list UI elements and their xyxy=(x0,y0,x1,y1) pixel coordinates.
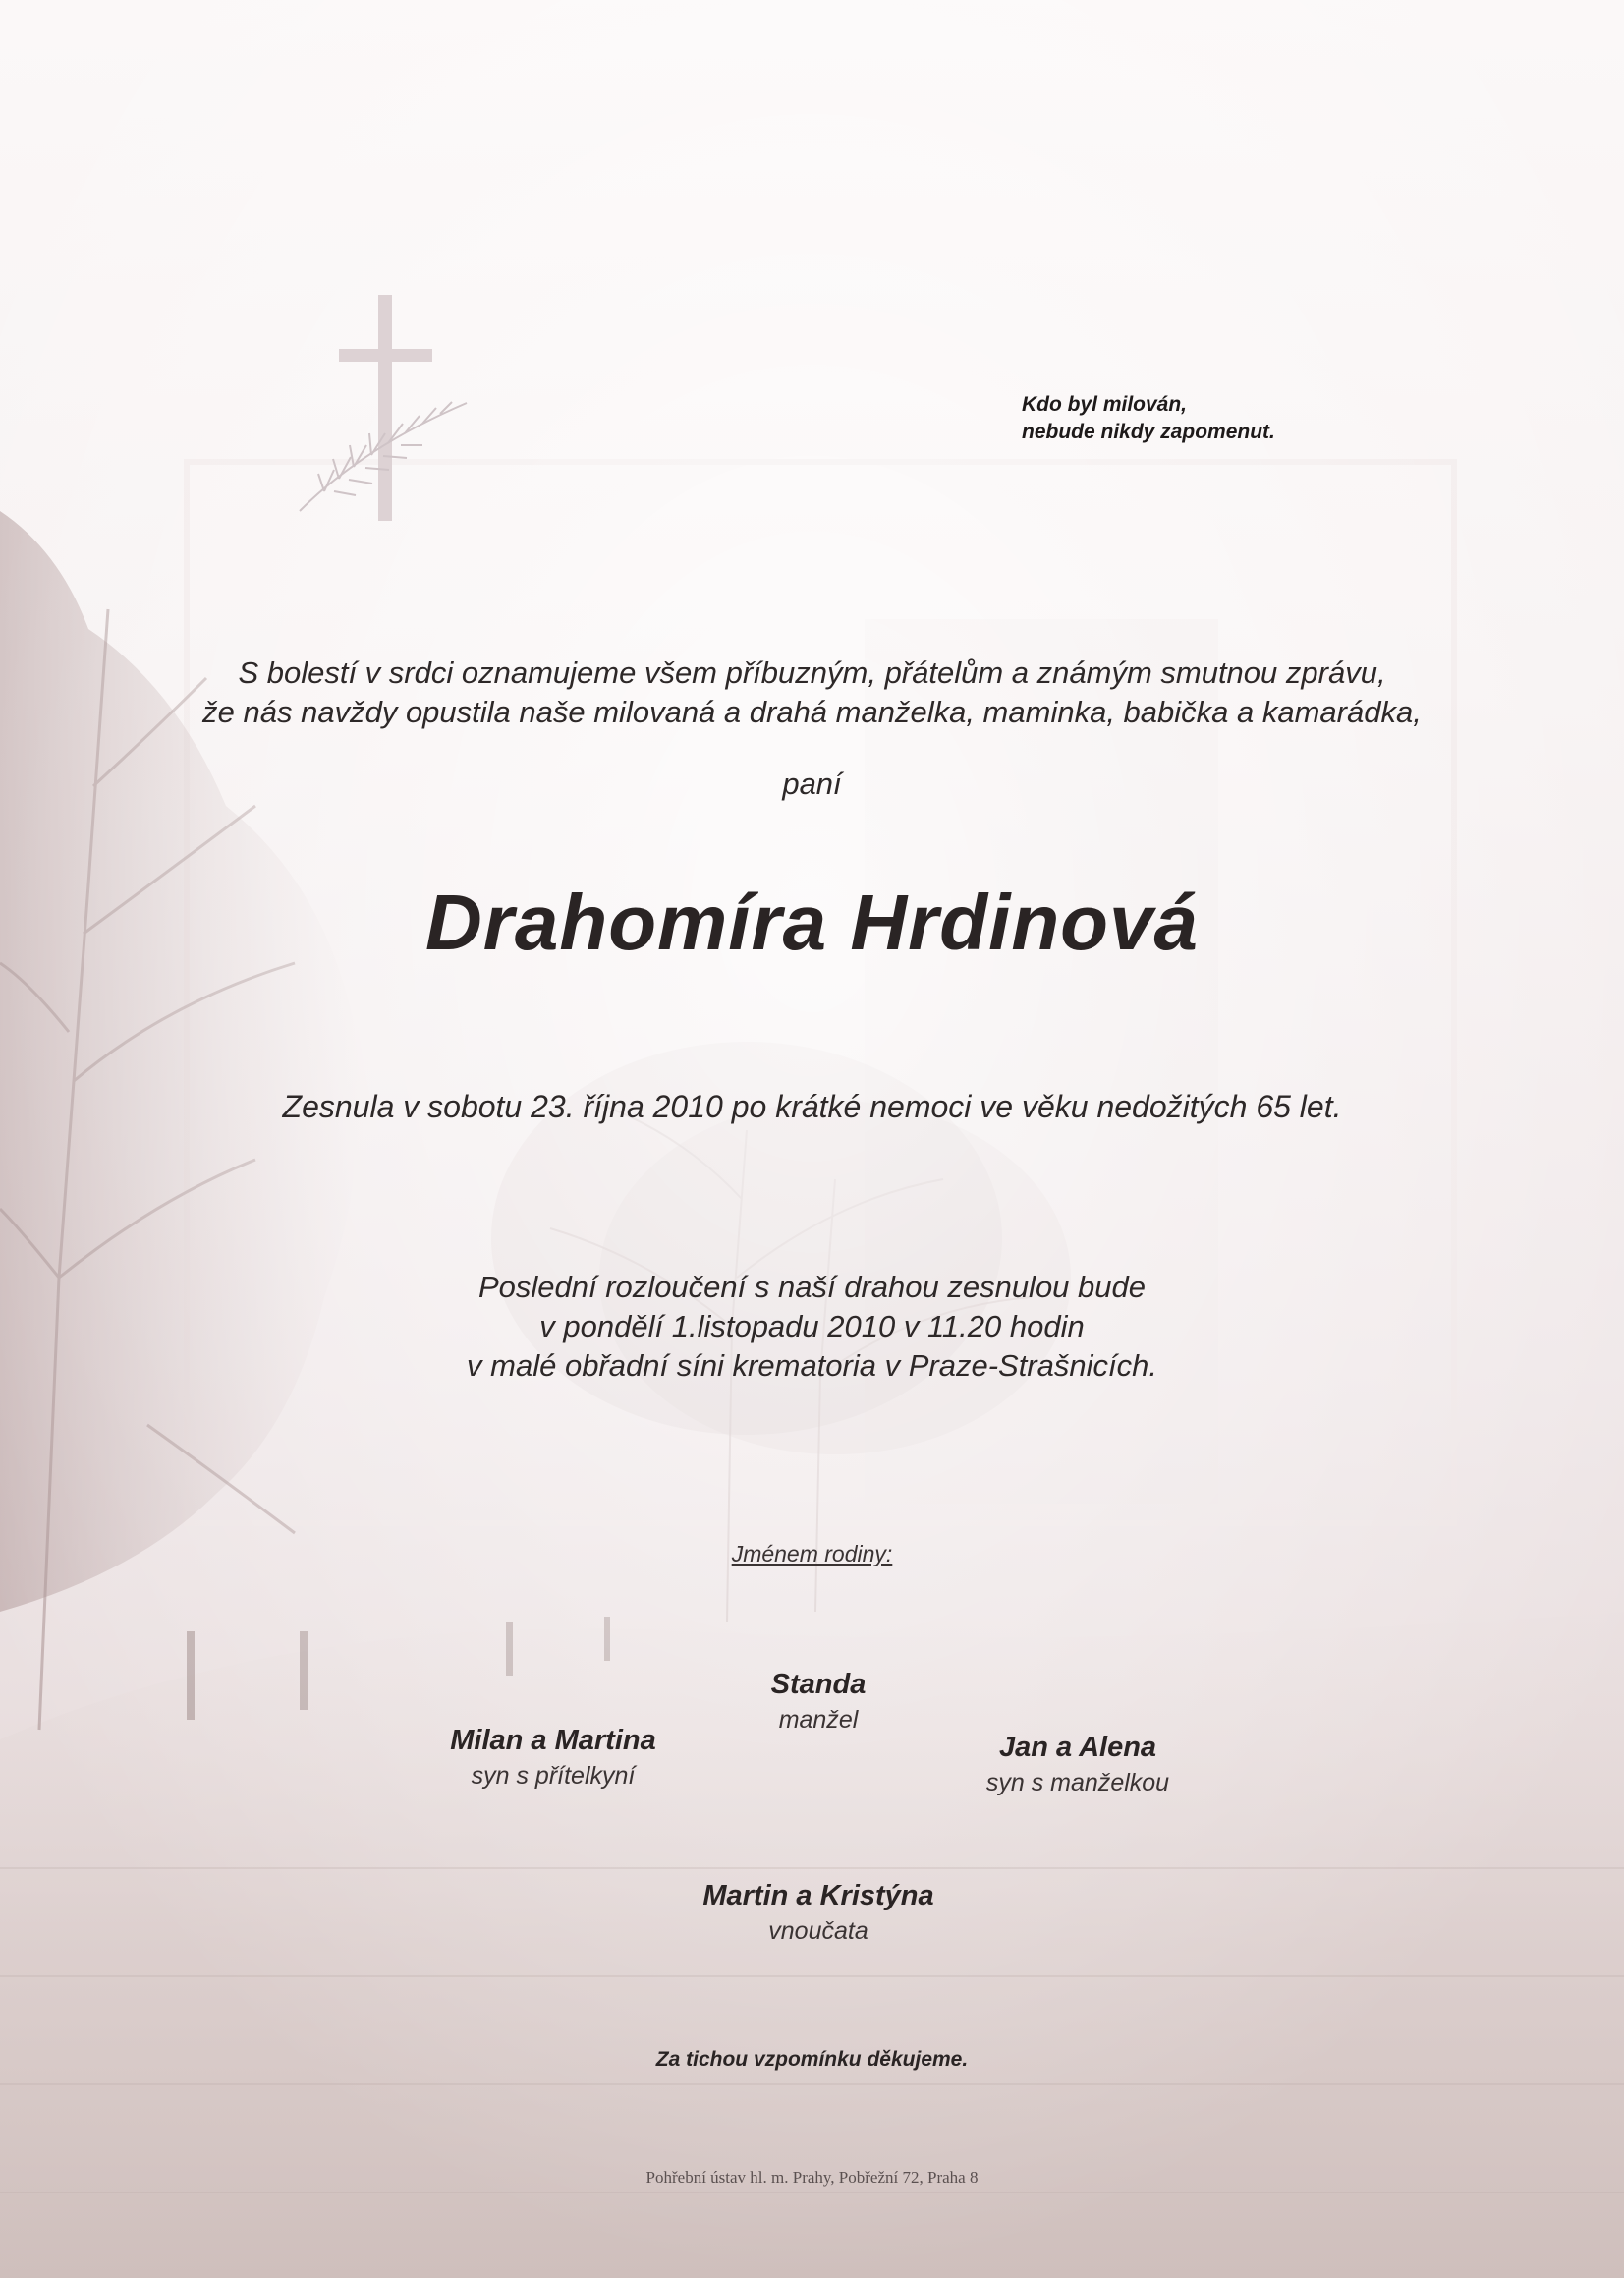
death-notice: Zesnula v sobotu 23. října 2010 po krátké nemoci ve věku nedožitých 65 let. xyxy=(282,1089,1342,1124)
mourner-relation: vnoučata xyxy=(768,1917,868,1945)
family-label-text: Jménem rodiny: xyxy=(731,1541,893,1566)
cross-with-palm-icon xyxy=(295,290,481,526)
mourner-name: Standa xyxy=(770,1669,867,1700)
motto-line-1: Kdo byl milován, xyxy=(1022,393,1188,416)
mourner-son-2 xyxy=(901,1729,1255,1799)
mourner-son xyxy=(376,1722,730,1793)
announcement-line-1: S bolestí v srdci oznamujeme všem příbuzným, přátelům a známým smutnou zprávu, xyxy=(238,655,1386,690)
funeral-line-3: v malé obřadní síni krematoria v Praze-Strašnicích. xyxy=(467,1348,1157,1383)
funeral-details xyxy=(0,1268,1624,1386)
mourner-relation: syn s manželkou xyxy=(985,1769,1170,1796)
mourner-name: Martin a Kristýna xyxy=(702,1880,934,1911)
funeral-line-1: Poslední rozloučení s naší drahou zesnulou bude xyxy=(477,1270,1147,1304)
mourner-name: Milan a Martina xyxy=(450,1725,656,1756)
family-label xyxy=(0,1541,1624,1567)
mourner-name: Jan a Alena xyxy=(998,1732,1157,1763)
motto-line-2: nebude nikdy zapomenut. xyxy=(1022,421,1275,443)
deceased-name: Drahomíra Hrdinová xyxy=(424,879,1200,966)
motto xyxy=(1022,391,1275,446)
mourner-grandchildren xyxy=(642,1877,995,1948)
mourner-relation: syn s přítelkyní xyxy=(471,1762,636,1790)
funeral-line-2: v pondělí 1.listopadu 2010 v 11.20 hodin xyxy=(539,1309,1085,1343)
funeral-home-footer: Pohřební ústav hl. m. Prahy, Pobřežní 72, Praha 8 xyxy=(645,2168,979,2187)
announcement xyxy=(0,654,1624,732)
announcement-line-2: že nás navždy opustila naše milovaná a drahá manželka, maminka, babička a kamarádka, xyxy=(202,695,1422,729)
thanks-line: Za tichou vzpomínku děkujeme. xyxy=(655,2048,969,2071)
title-prefix: paní xyxy=(782,767,842,801)
mourner-relation: manžel xyxy=(778,1706,859,1734)
